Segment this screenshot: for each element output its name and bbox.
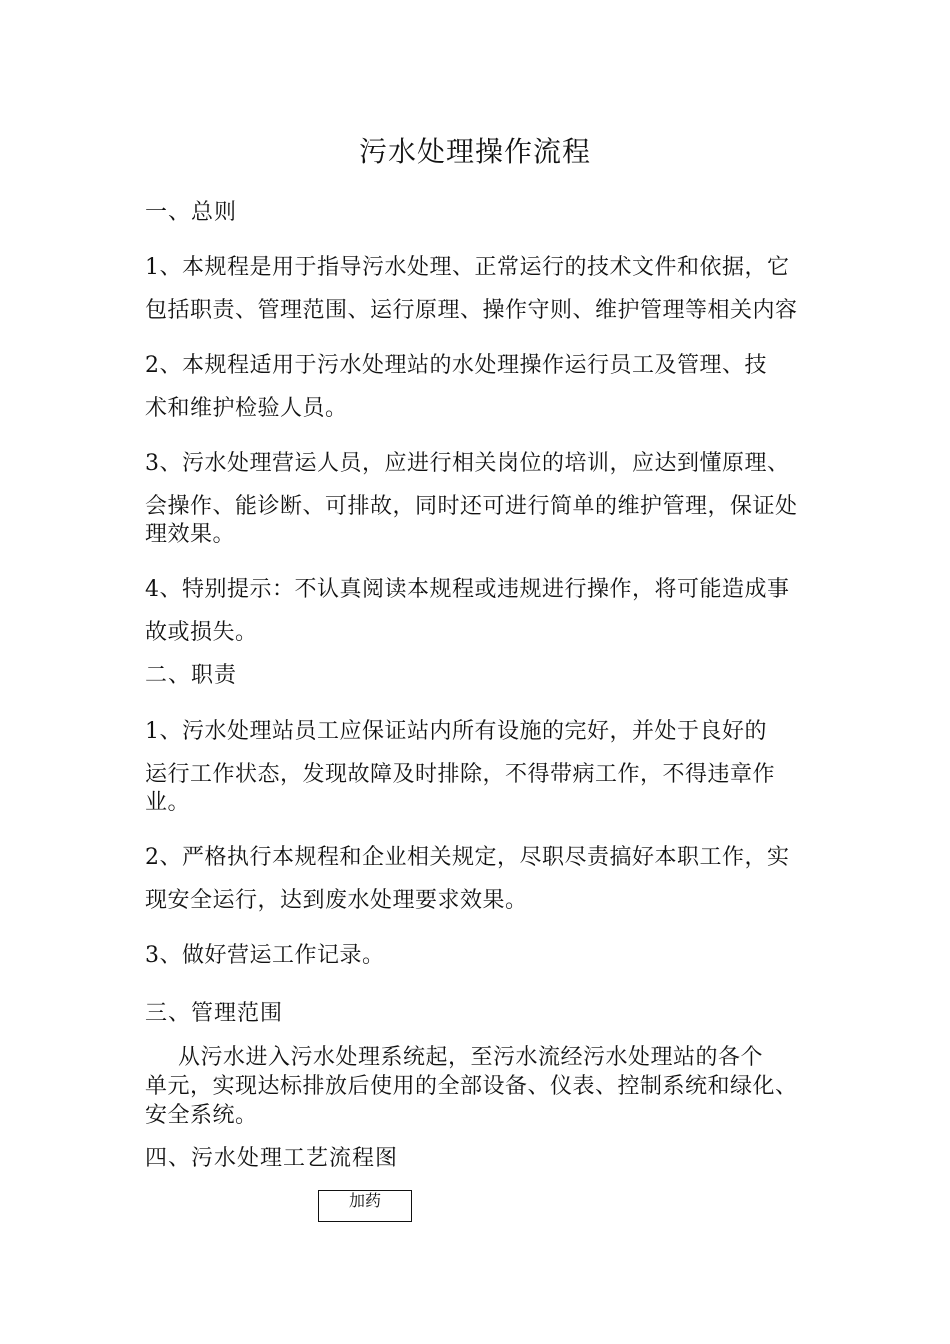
paragraph-line: 2、本规程适用于污水处理站的水处理操作运行员工及管理、技 <box>145 353 767 378</box>
section-heading-flowchart: 四、污水处理工艺流程图 <box>145 1146 399 1171</box>
paragraph-line: 1、本规程是用于指导污水处理、正常运行的技术文件和依据，它 <box>145 255 790 280</box>
section-heading-general: 一、总则 <box>145 200 238 225</box>
paragraph-line: 包括职责、管理范围、运行原理、操作守则、维护管理等相关内容 <box>145 298 798 323</box>
paragraph-line: 单元，实现达标排放后使用的全部设备、仪表、控制系统和绿化、 <box>145 1074 798 1099</box>
paragraph-line: 术和维护检验人员。 <box>145 396 348 421</box>
page-title: 污水处理操作流程 <box>358 135 591 168</box>
paragraph-line: 2、严格执行本规程和企业相关规定，尽职尽责搞好本职工作，实 <box>145 845 790 870</box>
paragraph-line: 3、做好营运工作记录。 <box>145 943 385 968</box>
section-heading-scope: 三、管理范围 <box>145 1001 284 1026</box>
flowchart-box-dosing: 加药 <box>318 1190 412 1222</box>
section-heading-duties: 二、职责 <box>145 663 238 688</box>
paragraph-line: 会操作、能诊断、可排故，同时还可进行简单的维护管理，保证处 <box>145 494 798 519</box>
paragraph-line: 4、特别提示：不认真阅读本规程或违规进行操作，将可能造成事 <box>145 577 790 602</box>
paragraph-line: 理效果。 <box>145 522 236 547</box>
paragraph-line: 安全系统。 <box>145 1103 258 1128</box>
paragraph-line: 从污水进入污水处理系统起，至污水流经污水处理站的各个 <box>178 1045 764 1070</box>
paragraph-line: 故或损失。 <box>145 620 258 645</box>
paragraph-line: 3、污水处理营运人员，应进行相关岗位的培训，应达到懂原理、 <box>145 451 790 476</box>
paragraph-line: 1、污水处理站员工应保证站内所有设施的完好，并处于良好的 <box>145 719 767 744</box>
paragraph-line: 现安全运行，达到废水处理要求效果。 <box>145 888 528 913</box>
paragraph-line: 业。 <box>145 790 191 815</box>
paragraph-line: 运行工作状态，发现故障及时排除，不得带病工作，不得违章作 <box>145 762 776 787</box>
